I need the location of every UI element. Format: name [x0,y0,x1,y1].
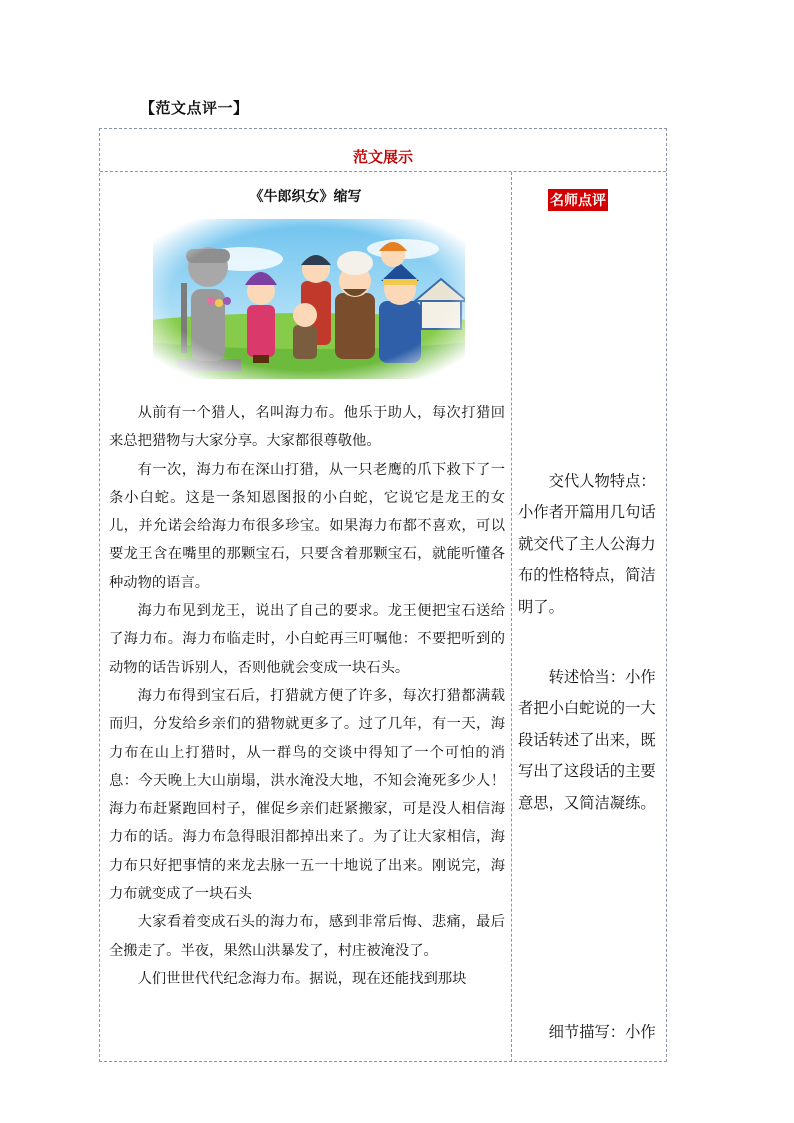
essay-column [100,172,511,1062]
story-paragraph: 从前有一个猎人，名叫海力布。他乐于助人，每次打猎回来总把猎物与大家分享。大家都很尊敬他。 [109,405,505,450]
table-header-row [100,129,666,172]
story-body [109,399,505,993]
comment-detail-description [518,1017,663,1048]
commentary-column [512,172,667,1062]
story-paragraph: 人们世世代代纪念海力布。据说，现在还能找到那块 [137,970,467,987]
table-header-title: 范文展示 [352,147,413,166]
story-illustration [153,219,465,379]
story-paragraph: 海力布见到龙王，说出了自己的要求。龙王便把宝石送给了海力布。海力布临走时，小白蛇再三叮嘱他：不要把听到的动物的话告诉别人，否则他就会变成一块石头。 [109,603,505,676]
model-essay-table [99,128,667,1062]
comment-text: 细节描写：小作 [548,1023,656,1041]
comment-text: 交代人物特点：小作者开篇用几句话就交代了主人公海力布的性格特点，简洁明了。 [518,472,656,616]
comment-character-traits [518,466,663,623]
section-heading: 【范文点评一】 [140,99,249,117]
story-paragraph: 海力布得到宝石后，打猎就方便了许多，每次打猎都满载而归，分发给乡亲们的猎物就更多了。过了几年，有一天，海力布在山上打猎时，从一群鸟的交谈中得知了一个可怕的消息：今天晚上大山崩塌，洪水淹没大地，不知会淹死多少人！海力布赶紧跑回村子，催促乡亲们赶紧搬家，可是没人相信海力布的话。海力布急得眼泪都掉出来了。为了让大家相信，海力布只好把事情的来龙去脉一五一十地说了出来。刚说完，海力布就变成了一块石头 [109,687,505,903]
story-title: 《牛郎织女》缩写 [249,189,362,205]
teacher-comment-badge: 名师点评 [548,189,608,211]
story-paragraph: 有一次，海力布在深山打猎，从一只老鹰的爪下救下了一条小白蛇。这是一条知恩图报的小白蛇，它说它是龙王的女儿，并允诺会给海力布很多珍宝。如果海力布都不喜欢，可以要龙王含在嘴里的那颗宝石，只要含着那颗宝石，就能听懂各种动物的语言。 [109,461,505,591]
story-paragraph: 大家看着变成石头的海力布，感到非常后悔、悲痛，最后全搬走了。半夜，果然山洪暴发了，村庄被淹没了。 [109,914,505,959]
comment-text: 转述恰当：小作者把小白蛇说的一大段话转述了出来，既写出了这段话的主要意思，又简洁凝练。 [518,668,656,812]
comment-retelling [518,662,663,819]
